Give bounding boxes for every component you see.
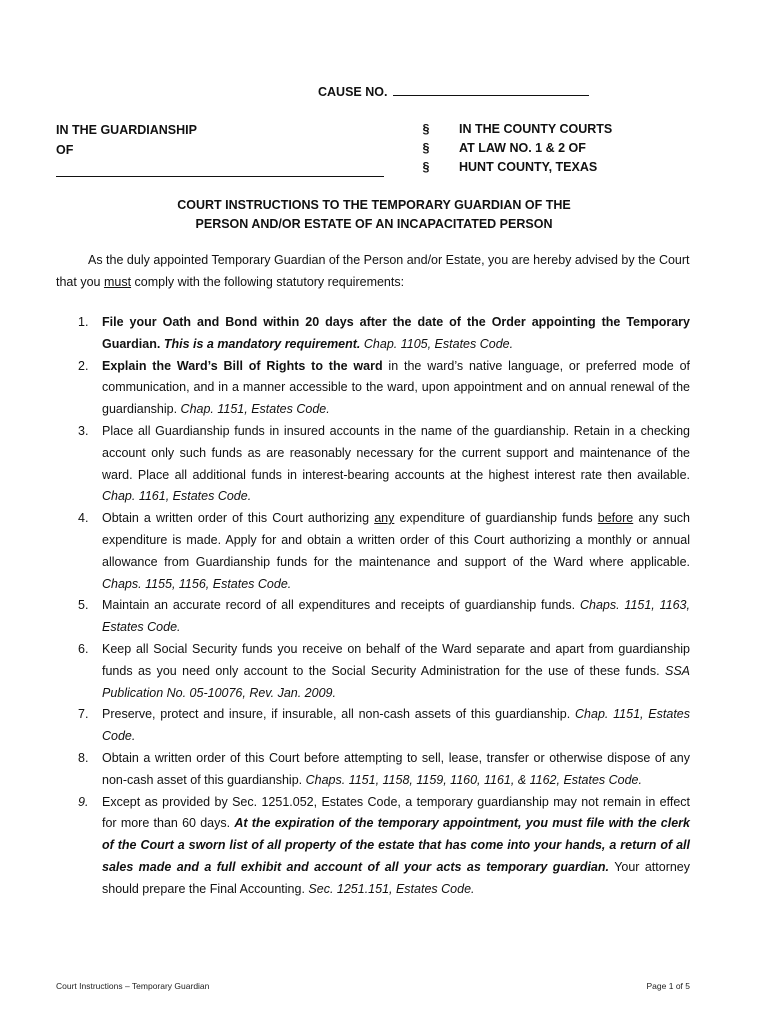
cause-label: CAUSE NO. [318,85,388,99]
list-item: 3. Place all Guardianship funds in insured accounts in the name of the guardianship. Retain in a checking account only such funds as are reasonably necessary for the current support and maintenance of the ward. Place all additional funds in interest-bearing accounts at the highest interest rate then available. Chap. 1161, Estates Code. [78,423,690,504]
court-line-1: IN THE COUNTY COURTS [459,122,613,136]
court-line-3: HUNT COUNTY, TEXAS [459,160,598,174]
caption-left [56,120,197,160]
page-number: Page 1 of 5 [646,981,690,991]
list-item: 8. Obtain a written order of this Court before attempting to sell, lease, transfer or otherwise dispose of any non-cash asset of this guardianship. Chaps. 1151, 1158, 1159, 1160, 1161, & 1162, Estates Code. [78,750,690,787]
list-item: 1. File your Oath and Bond within 20 days after the date of the Order appointing the Temporary Guardian. This is a mandatory requirement. Chap. 1105, Estates Code. [78,315,690,351]
court-line-2: AT LAW NO. 1 & 2 OF [459,141,586,155]
caption-of: OF [56,143,74,157]
list-item: 9. Except as provided by Sec. 1251.052, Estates Code, a temporary guardianship may not remain in effect for more than 60 days. At the expiration of the temporary appointment, you must file with the clerk of the Court a sworn list of all property of the estate that has come into your hands, a return of all sales made and a full exhibit and account of all your acts as temporary guardian. Your attorney should prepare the Final Accounting. Sec. 1251.151, Estates Code. [78,794,691,896]
requirements-list [56,312,690,901]
intro-paragraph: As the duly appointed Temporary Guardian of the Person and/or Estate, you are hereby advised by the Court that you must comply with the following statutory requirements: [56,253,690,289]
list-item: 6. Keep all Social Security funds you receive on behalf of the Ward separate and apart from guardianship funds as you need only account to the Social Security Administration for the use of these funds. SSA Publication No. 05-10076, Rev. Jan. 2009. [78,641,690,700]
list-item: 2. Explain the Ward’s Bill of Rights to the ward in the ward’s native language, or preferred mode of communication, and in a manner accessible to the ward, upon appointment and on annual renewal of the guardianship. Chap. 1151, Estates Code. [78,358,690,417]
cause-number [318,83,589,99]
document-title: COURT INSTRUCTIONS TO THE TEMPORARY GUARDIAN OF THE PERSON AND/OR ESTATE OF AN INCAPACITATED PERSON [177,198,571,231]
case-caption [56,120,696,184]
ward-name-blank [56,176,384,177]
list-item: 4. Obtain a written order of this Court authorizing any expenditure of guardianship funds before any such expenditure is made. Apply for and obtain a written order of this Court authorizing a monthly or annual allowance from Guardianship funds for the maintenance and support of the Ward where applicable. Chaps. 1155, 1156, Estates Code. [78,511,690,591]
caption-right [459,120,612,177]
caption-guardianship: IN THE GUARDIANSHIP [56,123,197,137]
list-item: 5. Maintain an accurate record of all expenditures and receipts of guardianship funds. Chaps. 1151, 1163, Estates Code. [78,598,690,635]
section-symbols: § § § [422,122,430,174]
cause-number-blank [393,83,589,96]
footer-title: Court Instructions – Temporary Guardian [56,981,210,991]
list-item: 7. Preserve, protect and insure, if insurable, all non-cash assets of this guardianship. Chap. 1151, Estates Code. [78,707,690,744]
